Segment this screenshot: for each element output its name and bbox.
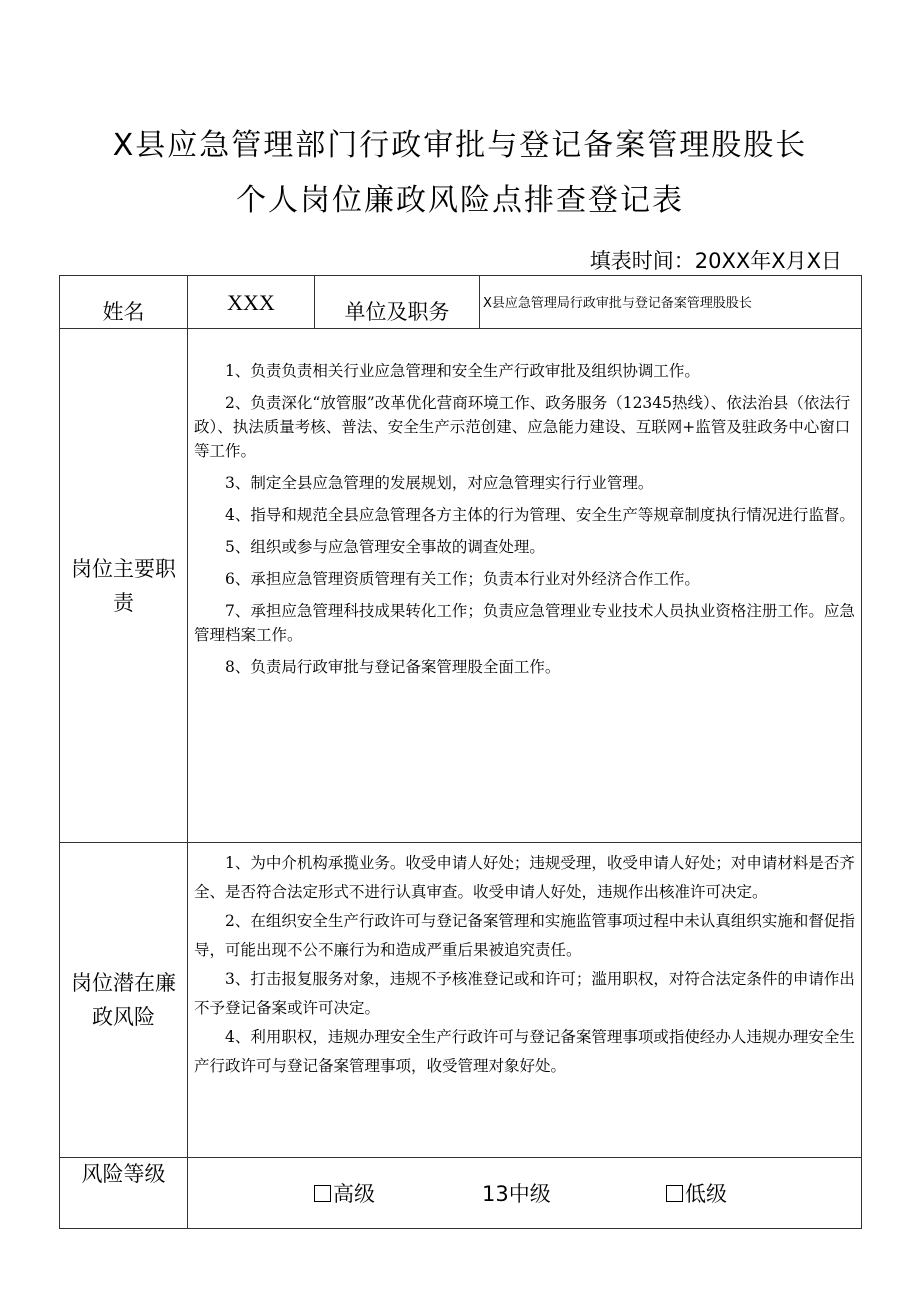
name-value: XXX	[188, 276, 315, 329]
name-label: 姓名	[60, 276, 188, 329]
level-mid-marker: 13	[482, 1182, 509, 1206]
risk-level-options	[188, 1158, 862, 1229]
checkbox-icon[interactable]	[666, 1185, 683, 1202]
level-mid-option[interactable]	[482, 1178, 551, 1208]
risks-row	[60, 843, 862, 1158]
duty-item: 4、指导和规范全县应急管理各方主体的行为管理、安全生产等规章制度执行情况进行监督。	[225, 506, 855, 524]
fill-date: 填表时间：20XX年X月X日	[589, 249, 842, 273]
level-high-option[interactable]	[314, 1178, 375, 1208]
risk-item: 1、为中介机构承揽业务。收受申请人好处；违规受理，收受申请人好处；对申请材料是否齐全、是否符合法定形式不进行认真审查。收受申请人好处，违规作出核准许可决定。	[194, 854, 855, 901]
risks-label: 岗位潜在廉政风险	[60, 843, 188, 1158]
duty-item: 2、负责深化“放管服”改革优化营商环境工作、政务服务（12345热线）、依法治县（依法行政）、执法质量考核、普法、安全生产示范创建、应急能力建设、互联网+监管及驻政务中心窗口等工作。	[194, 394, 851, 460]
risks-content	[188, 843, 862, 1158]
level-low-label: 低级	[685, 1182, 727, 1206]
risk-item: 2、在组织安全生产行政许可与登记备案管理和实施监管事项过程中未认真组织实施和督促指导，可能出现不公不廉行为和造成严重后果被追究责任。	[194, 912, 855, 959]
duty-item: 3、制定全县应急管理的发展规划，对应急管理实行行业管理。	[225, 474, 654, 492]
unit-value: X县应急管理局行政审批与登记备案管理股股长	[480, 276, 862, 329]
duties-row	[60, 329, 862, 843]
duties-content	[188, 329, 862, 843]
level-mid-label: 中级	[508, 1182, 551, 1206]
name-row	[60, 276, 862, 329]
document-title-line1: X县应急管理部门行政审批与登记备案管理股股长	[112, 128, 808, 163]
duty-item: 6、承担应急管理资质管理有关工作；负责本行业对外经济合作工作。	[225, 570, 700, 588]
risk-level-label: 风险等级	[60, 1158, 188, 1229]
duties-label: 岗位主要职责	[60, 329, 188, 843]
duty-item: 7、承担应急管理科技成果转化工作；负责应急管理业专业技术人员执业资格注册工作。应急管理档案工作。	[194, 602, 855, 644]
unit-label: 单位及职务	[315, 276, 480, 329]
level-low-option[interactable]	[666, 1178, 727, 1208]
risk-item: 3、打击报复服务对象，违规不予核准登记或和许可；滥用职权，对符合法定条件的申请作出不予登记备案或许可决定。	[194, 970, 855, 1017]
checkbox-icon[interactable]	[314, 1185, 331, 1202]
duty-item: 1、负责负责相关行业应急管理和安全生产行政审批及组织协调工作。	[225, 362, 700, 380]
duty-item: 8、负责局行政审批与登记备案管理股全面工作。	[225, 658, 561, 676]
document-title-line2: 个人岗位廉政风险点排查登记表	[236, 183, 684, 218]
level-high-label: 高级	[333, 1182, 375, 1206]
risk-item: 4、利用职权，违规办理安全生产行政许可与登记备案管理事项或指使经办人违规办理安全生产行政许可与登记备案管理事项，收受管理对象好处。	[194, 1028, 855, 1075]
risk-registration-form	[59, 275, 862, 1229]
duty-item: 5、组织或参与应急管理安全事故的调查处理。	[225, 538, 545, 556]
risk-level-row	[60, 1158, 862, 1229]
